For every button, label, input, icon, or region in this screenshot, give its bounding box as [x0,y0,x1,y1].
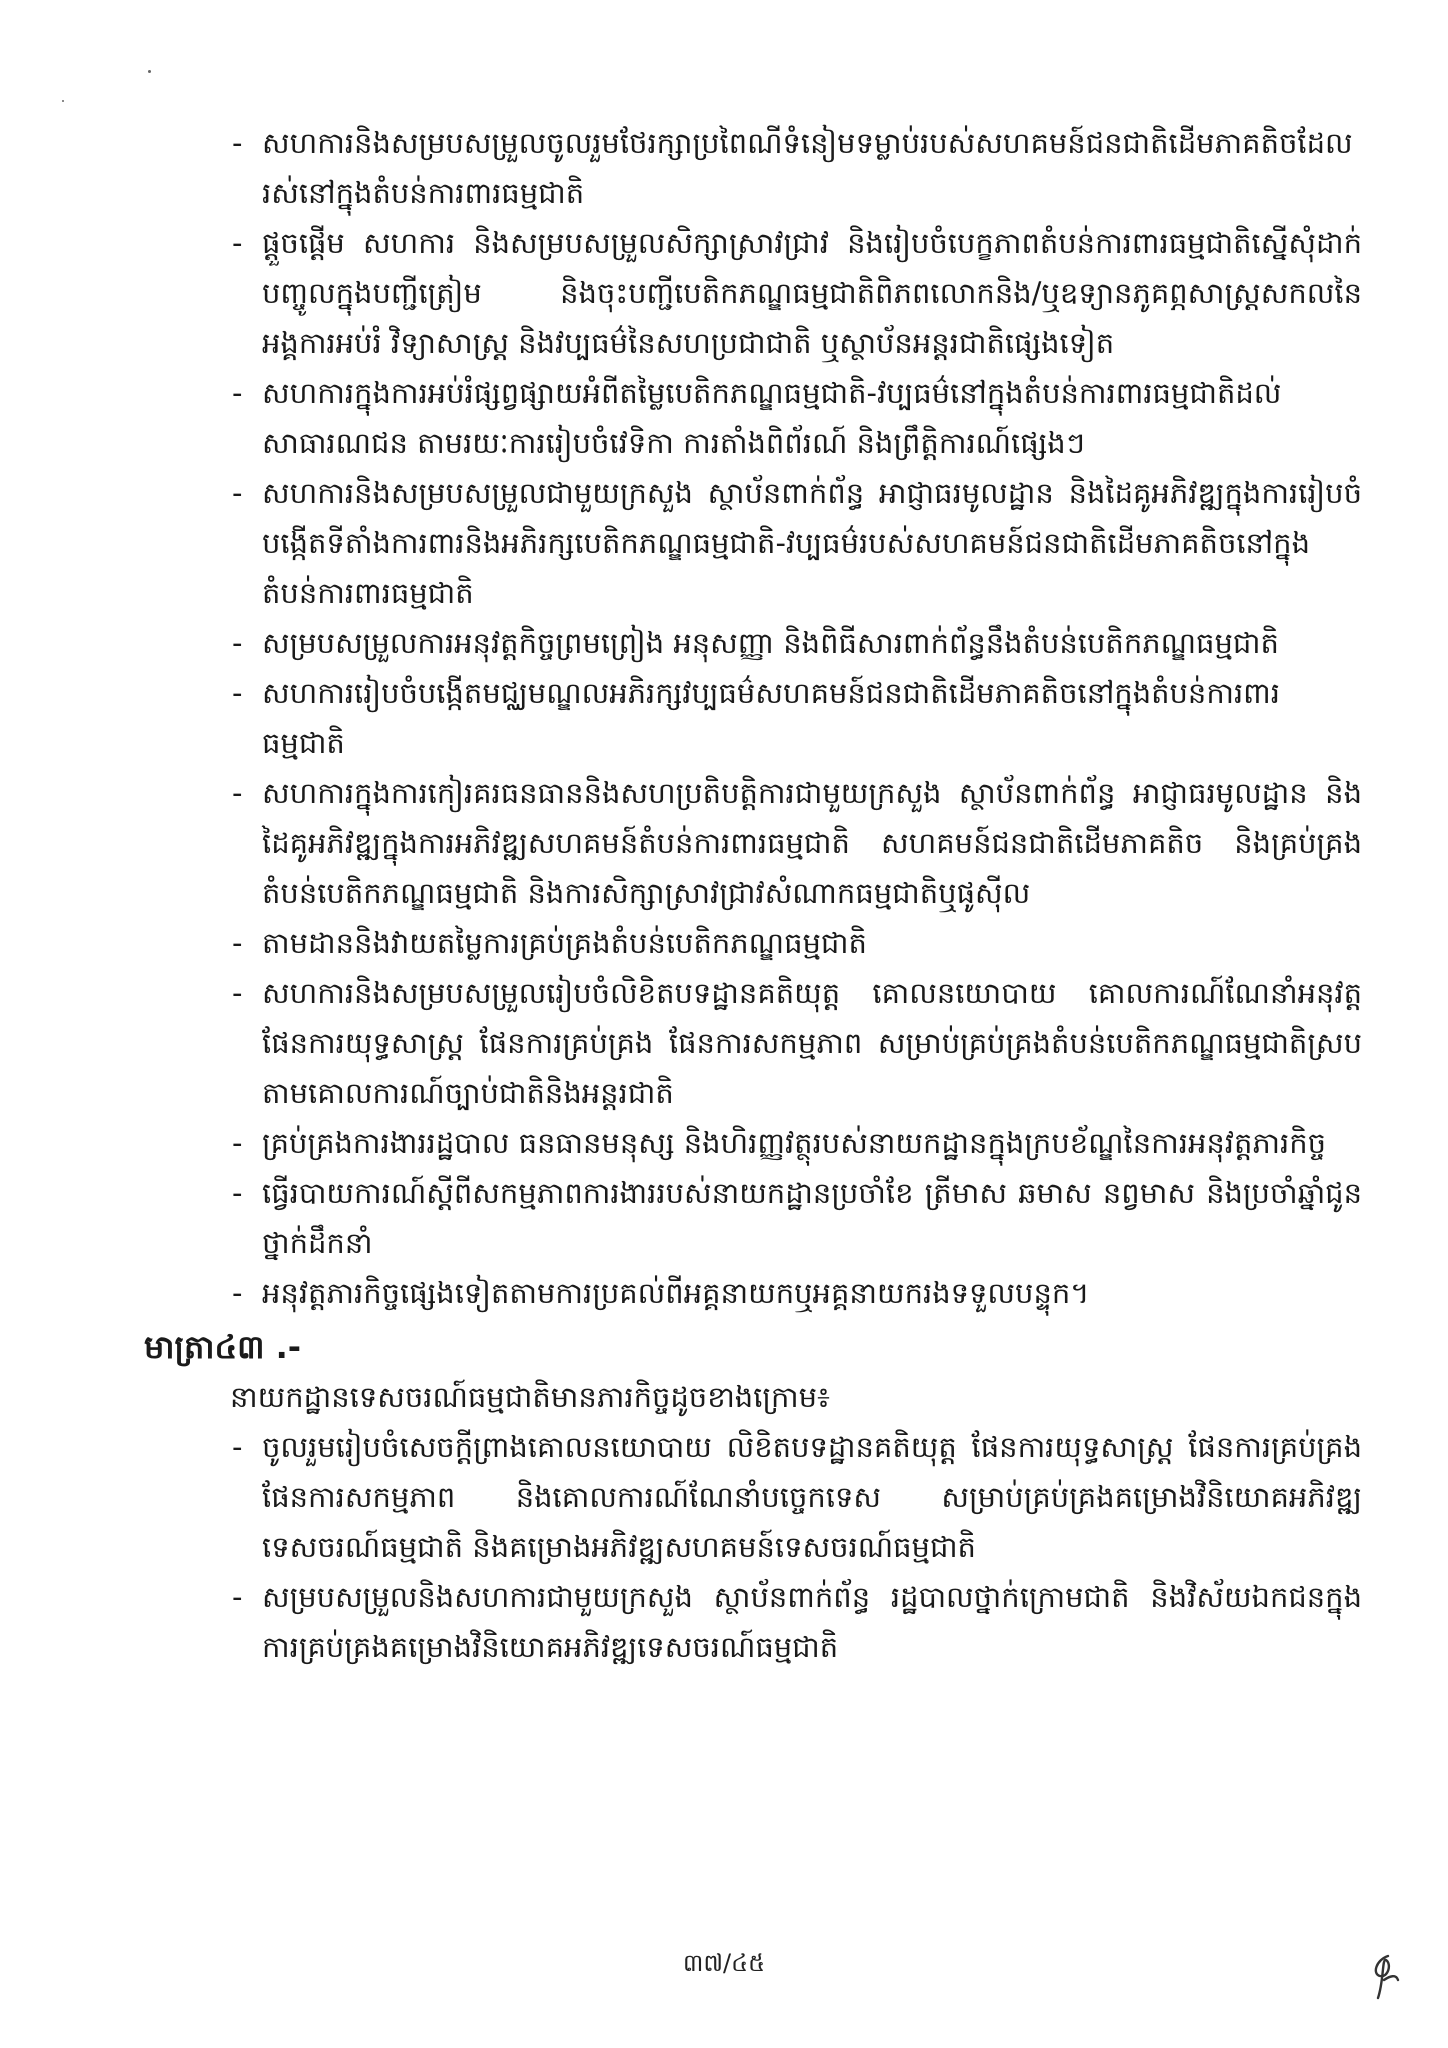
list-item [232,668,1362,768]
duties-list [232,118,1362,1318]
bullet-dash: - [232,926,243,960]
bullet-dash: - [232,976,243,1010]
list-item [232,618,1362,668]
list-item-text: សម្របសម្រួលការអនុវត្តកិច្ចព្រមព្រៀង អនុសញ្ញា និងពិធីសារពាក់ព័ន្ធនឹងតំបន់បេតិកភណ្ឌធម្មជាតិ [262,626,1279,660]
handwritten-initials-icon [1362,1950,1404,2006]
article-duties-list [232,1422,1362,1672]
list-item [232,1422,1362,1572]
article-heading: មាត្រា៤៣ .- [144,1328,302,1366]
list-item [232,118,1362,218]
list-item-text: សហការក្នុងការកៀរគរធនធាននិងសហប្រតិបត្តិការជាមួយក្រសួង ស្ថាប័នពាក់ព័ន្ធ អាជ្ញាធរមូលដ្ឋាន និងដៃគូអភិវឌ្ឍក្នុងការអភិវឌ្ឍសហគមន៍តំបន់ការពារធម្មជាតិ សហគមន៍ជនជាតិដើមភាគតិច និងគ្រប់គ្រងតំបន់បេតិកភណ្ឌធម្មជាតិ និងការសិក្សាស្រាវជ្រាវសំណាកធម្មជាតិឬផូស៊ីល [262,776,1362,910]
bullet-dash: - [232,676,243,710]
list-item [232,918,1362,968]
list-item [232,1168,1362,1268]
list-item-text: អនុវត្តភារកិច្ចផ្សេងទៀតតាមការប្រគល់ពីអគ្គនាយកឬអគ្គនាយករងទទួលបន្ទុក។ [262,1276,1090,1310]
bullet-dash: - [232,476,243,510]
list-item-text: សហការក្នុងការអប់រំផ្សព្វផ្សាយអំពីតម្លៃបេតិកភណ្ឌធម្មជាតិ-វប្បធម៌នៅក្នុងតំបន់ការពារធម្មជាតិដល់សាធារណជន តាមរយៈការរៀបចំវេទិកា ការតាំងពិព័រណ៍ និងព្រឹត្តិការណ៍ផ្សេងៗ [262,376,1282,460]
list-item-text: សហការនិងសម្របសម្រួលចូលរួមថែរក្សាប្រពៃណីទំនៀមទម្លាប់របស់សហគមន៍ជនជាតិដើមភាគតិចដែលរស់នៅក្នុងតំបន់ការពារធម្មជាតិ [262,126,1353,210]
article-intro: នាយកដ្ឋានទេសចរណ៍ធម្មជាតិមានភារកិច្ចដូចខាងក្រោម៖ [230,1380,830,1414]
bullet-dash: - [232,1580,243,1614]
list-item-text: សហការនិងសម្របសម្រួលរៀបចំលិខិតបទដ្ឋានគតិយុត្ត គោលនយោបាយ គោលការណ៍ណែនាំអនុវត្តផែនការយុទ្ធសាស្ត្រ ផែនការគ្រប់គ្រង ផែនការសកម្មភាព សម្រាប់គ្រប់គ្រងតំបន់បេតិកភណ្ឌធម្មជាតិស្របតាមគោលការណ៍ច្បាប់ជាតិនិងអន្តរជាតិ [262,976,1362,1110]
bullet-dash: - [232,126,243,160]
list-item-text: ចូលរួមរៀបចំសេចក្តីព្រាងគោលនយោបាយ លិខិតបទដ្ឋានគតិយុត្ត ផែនការយុទ្ធសាស្ត្រ ផែនការគ្រប់គ្រង ផែនការសកម្មភាព និងគោលការណ៍ណែនាំបច្ចេកទេស សម្រាប់គ្រប់គ្រងគម្រោងវិនិយោគអភិវឌ្ឍទេសចរណ៍ធម្មជាតិ និងគម្រោងអភិវឌ្ឍសហគមន៍ទេសចរណ៍ធម្មជាតិ [262,1430,1362,1564]
bullet-dash: - [232,1430,243,1464]
page-number: ៣៧/៤៥ [682,1949,766,1977]
list-item [232,218,1362,368]
bullet-dash: - [232,776,243,810]
list-item [232,1118,1362,1168]
scan-speck [148,70,151,73]
bullet-dash: - [232,1126,243,1160]
bullet-dash: - [232,1176,243,1210]
list-item-text: គ្រប់គ្រងការងាររដ្ឋបាល ធនធានមនុស្ស និងហិរញ្ញវត្ថុរបស់នាយកដ្ឋានក្នុងក្របខ័ណ្ឌនៃការអនុវត្តភារកិច្ច [262,1126,1327,1160]
list-item [232,768,1362,918]
bullet-dash: - [232,1276,243,1310]
list-item-text: ធ្វើរបាយការណ៍ស្តីពីសកម្មភាពការងាររបស់នាយកដ្ឋានប្រចាំខែ ត្រីមាស ឆមាស នព្វមាស និងប្រចាំឆ្នាំជូនថ្នាក់ដឹកនាំ [262,1176,1362,1260]
scan-speck [62,100,64,102]
list-item-text: សហការរៀបចំបង្កើតមជ្ឈមណ្ឌលអភិរក្សវប្បធម៌សហគមន៍ជនជាតិដើមភាគតិចនៅក្នុងតំបន់ការពារធម្មជាតិ [262,676,1280,760]
list-item-text: តាមដាននិងវាយតម្លៃការគ្រប់គ្រងតំបន់បេតិកភណ្ឌធម្មជាតិ [262,926,867,960]
list-item [232,968,1362,1118]
document-body [144,118,1362,1672]
list-item-text: សហការនិងសម្របសម្រួលជាមួយក្រសួង ស្ថាប័នពាក់ព័ន្ធ អាជ្ញាធរមូលដ្ឋាន និងដៃគូអភិវឌ្ឍក្នុងការរៀបចំបង្កើតទីតាំងការពារនិងអភិរក្សបេតិកភណ្ឌធម្មជាតិ-វប្បធម៌របស់សហគមន៍ជនជាតិដើមភាគតិចនៅក្នុងតំបន់ការពារធម្មជាតិ [262,476,1362,610]
list-item-text: សម្របសម្រួលនិងសហការជាមួយក្រសួង ស្ថាប័នពាក់ព័ន្ធ រដ្ឋបាលថ្នាក់ក្រោមជាតិ និងវិស័យឯកជនក្នុងការគ្រប់គ្រងគម្រោងវិនិយោគអភិវឌ្ឍទេសចរណ៍ធម្មជាតិ [262,1580,1362,1664]
list-item [232,1572,1362,1672]
bullet-dash: - [232,626,243,660]
list-item [232,468,1362,618]
bullet-dash: - [232,376,243,410]
list-item-text: ផ្តួចផ្តើម សហការ និងសម្របសម្រួលសិក្សាស្រាវជ្រាវ និងរៀបចំបេក្ខភាពតំបន់ការពារធម្មជាតិស្នើសុំដាក់បញ្ចូលក្នុងបញ្ជីត្រៀម និងចុះបញ្ជីបេតិកភណ្ឌធម្មជាតិពិភពលោកនិង/ឬឧទ្យានភូគព្ភសាស្ត្រសកលនៃអង្គការអប់រំ វិទ្យាសាស្ត្រ និងវប្បធម៌នៃសហប្រជាជាតិ ឬស្ថាប័នអន្តរជាតិផ្សេងទៀត [262,226,1362,360]
bullet-dash: - [232,226,243,260]
list-item [232,1268,1362,1318]
list-item [232,368,1362,468]
